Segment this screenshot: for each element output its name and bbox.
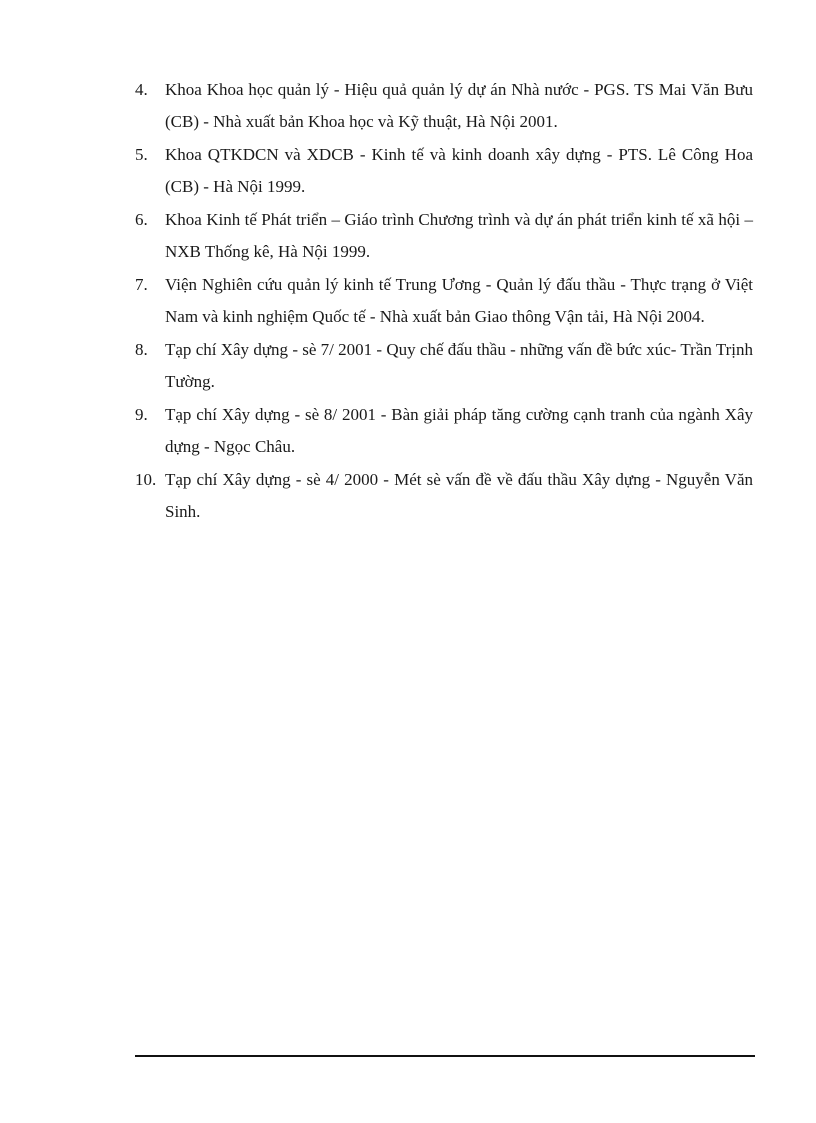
reference-item <box>135 139 753 203</box>
reference-text: Khoa Khoa học quản lý - Hiệu quả quản lý dự án Nhà nước - PGS. TS Mai Văn Bưu (CB) - Nhà xuất bản Khoa học và Kỹ thuật, Hà Nội 2001. <box>165 80 753 131</box>
reference-text: Tạp chí Xây dựng - sè 7/ 2001 - Quy chế đấu thầu - những vấn đề bức xúc- Trần Trịnh Tường. <box>165 340 753 391</box>
reference-number: 10. <box>135 470 157 489</box>
reference-item <box>135 204 753 268</box>
reference-text: Tạp chí Xây dựng - sè 4/ 2000 - Mét sè vấn đề về đấu thầu Xây dựng - Nguyễn Văn Sinh. <box>165 470 753 521</box>
reference-item <box>135 269 753 333</box>
footer-divider <box>135 1055 755 1057</box>
reference-item <box>135 399 753 463</box>
reference-text: Viện Nghiên cứu quản lý kinh tế Trung Ương - Quản lý đấu thầu - Thực trạng ở Việt Nam và kinh nghiệm Quốc tế - Nhà xuất bản Giao thông Vận tải, Hà Nội 2004. <box>165 275 753 326</box>
reference-item <box>135 74 753 138</box>
reference-item <box>135 464 753 528</box>
reference-number: 8. <box>135 340 148 359</box>
reference-number: 4. <box>135 80 148 99</box>
reference-number: 6. <box>135 210 148 229</box>
reference-number: 7. <box>135 275 148 294</box>
reference-text: Tạp chí Xây dựng - sè 8/ 2001 - Bàn giải pháp tăng cường cạnh tranh của ngành Xây dựng - Ngọc Châu. <box>165 405 753 456</box>
reference-text: Khoa QTKDCN và XDCB - Kinh tế và kinh doanh xây dựng - PTS. Lê Công Hoa (CB) - Hà Nội 1999. <box>165 145 753 196</box>
reference-number: 5. <box>135 145 148 164</box>
reference-item <box>135 334 753 398</box>
reference-list <box>135 74 753 529</box>
reference-number: 9. <box>135 405 148 424</box>
reference-text: Khoa Kinh tế Phát triển – Giáo trình Chương trình và dự án phát triển kinh tế xã hội – NXB Thống kê, Hà Nội 1999. <box>165 210 753 261</box>
